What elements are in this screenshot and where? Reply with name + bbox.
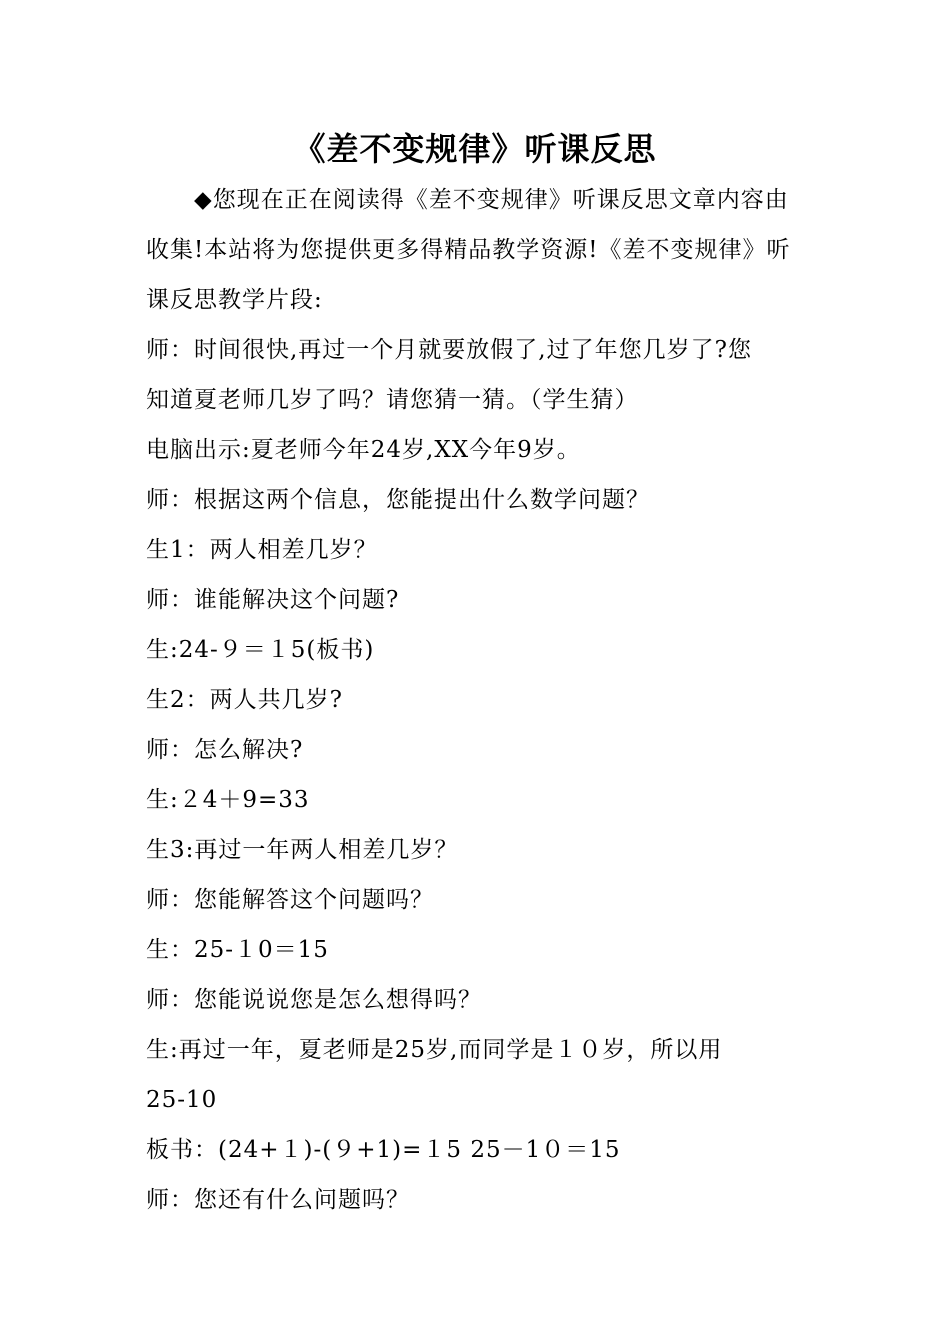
- dialogue-line: 师：您能解答这个问题吗？: [146, 887, 434, 913]
- dialogue-line: 师：根据这两个信息，您能提出什么数学问题？: [146, 487, 650, 513]
- dialogue-line: 师：您能说说您是怎么想得吗？: [146, 987, 482, 1013]
- dialogue-line: 师：时间很快,再过一个月就要放假了,过了年您几岁了?您: [146, 337, 752, 363]
- document-title: 《差不变规律》听课反思: [293, 130, 657, 168]
- dialogue-line: 生:再过一年，夏老师是25岁,而同学是１０岁，所以用: [146, 1037, 723, 1063]
- document-body: [146, 175, 806, 1225]
- dialogue-line: 生:24-９＝１5(板书): [146, 637, 375, 663]
- dialogue-line: 师：怎么解决?: [146, 737, 304, 763]
- dialogue-line: 板书：(24+１)-(９+1)=１5 25－1０＝15: [146, 1137, 621, 1163]
- dialogue-line: 电脑出示:夏老师今年24岁,XX今年9岁。: [146, 437, 581, 463]
- dialogue-line: 师：您还有什么问题吗？: [146, 1187, 410, 1213]
- dialogue-line: 生3:再过一年两人相差几岁？: [146, 837, 459, 863]
- dialogue-line: 师：谁能解决这个问题?: [146, 587, 400, 613]
- intro-paragraph: ◆您现在正在阅读得《差不变规律》听课反思文章内容由收集!本站将为您提供更多得精品教学资源!《差不变规律》听课反思教学片段:: [146, 187, 791, 313]
- dialogue-line: 25-10: [146, 1087, 218, 1113]
- dialogue-line: 生：25-１0＝15: [146, 937, 329, 963]
- dialogue-line: 知道夏老师几岁了吗？请您猜一猜。（学生猜）: [146, 387, 639, 413]
- dialogue-line: 生2：两人共几岁?: [146, 687, 343, 713]
- dialogue-line: 生:２4＋9=33: [146, 787, 310, 813]
- dialogue-line: 生1：两人相差几岁？: [146, 537, 378, 563]
